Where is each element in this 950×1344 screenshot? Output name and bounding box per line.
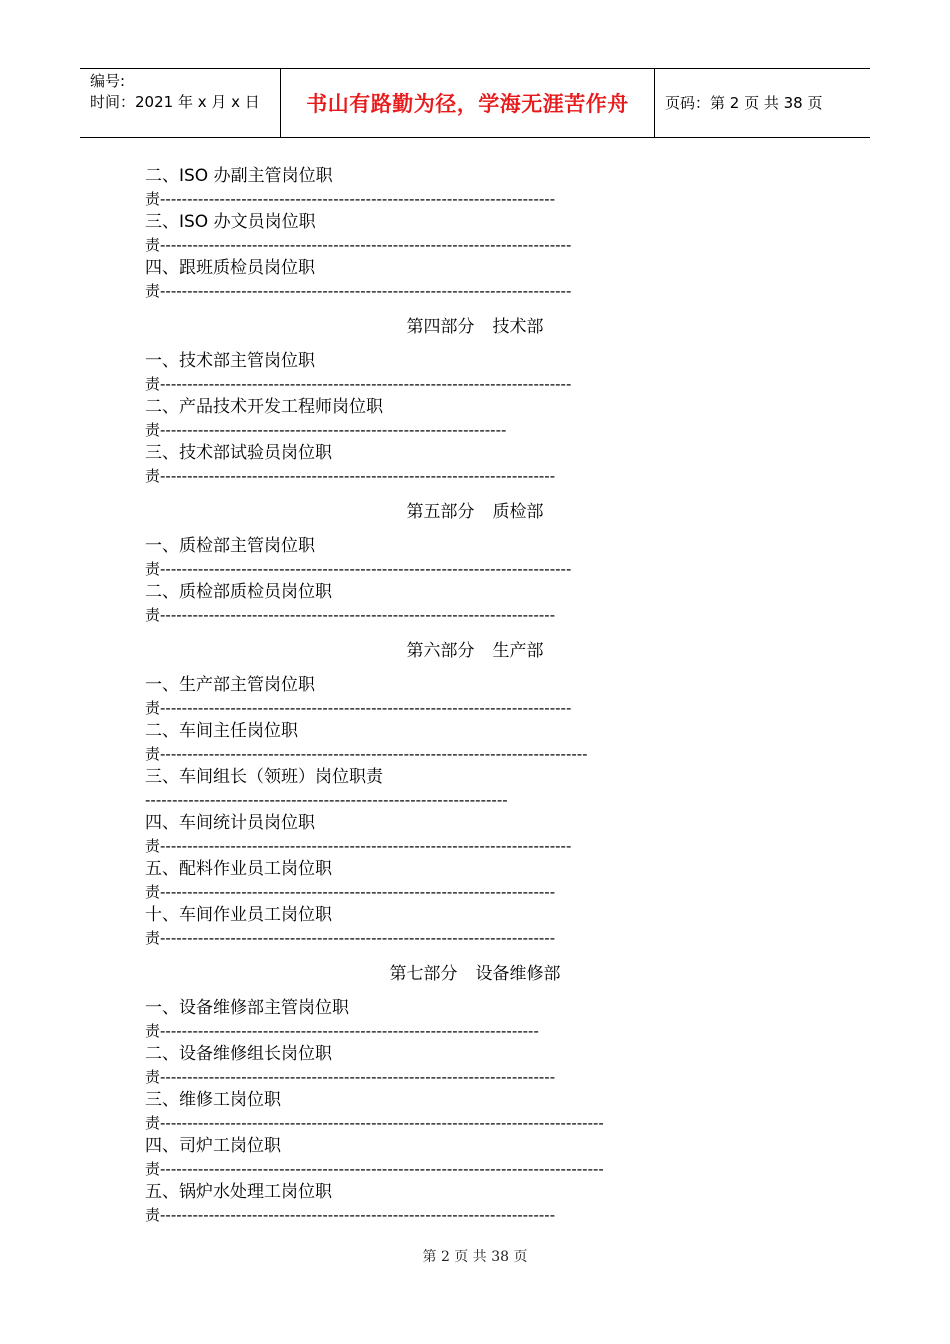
toc-entry[interactable] — [145, 673, 785, 719]
toc-entry-leader: 责---------------------------------------------------------------------------------- — [145, 1114, 604, 1132]
header-motto: 书山有路勤为径，学海无涯苦作舟 — [306, 92, 629, 116]
toc-entry-title: 二、车间主任岗位职 — [145, 721, 298, 741]
section-name: 技术部 — [492, 317, 544, 337]
toc-entry[interactable] — [145, 534, 785, 580]
toc-entry-title: 一、技术部主管岗位职 — [145, 351, 315, 371]
section-number: 第七部分 — [389, 964, 458, 984]
page-footer: 第 2 页 共 38 页 — [422, 1249, 528, 1265]
toc-entry[interactable] — [145, 903, 785, 949]
toc-entry[interactable] — [145, 395, 785, 441]
toc-entry-title: 一、生产部主管岗位职 — [145, 675, 315, 695]
toc-entry[interactable] — [145, 1180, 785, 1226]
toc-entry-title: 三、维修工岗位职 — [145, 1090, 281, 1110]
toc-entry[interactable] — [145, 811, 785, 857]
toc-entry-leader: 责---------------------------------------------------------------------------- — [145, 282, 572, 300]
toc-entry-leader: ------------------------------------------------------------------- — [145, 791, 508, 809]
toc-entry-title: 四、跟班质检员岗位职 — [145, 258, 315, 278]
section-number: 第四部分 — [406, 317, 475, 337]
toc-entry[interactable] — [145, 765, 785, 811]
toc-entry[interactable] — [145, 857, 785, 903]
toc-entry-title: 五、配料作业员工岗位职 — [145, 859, 332, 879]
toc-entry-title: 二、质检部质检员岗位职 — [145, 582, 332, 602]
toc-entry[interactable] — [145, 210, 785, 256]
section-heading — [145, 639, 805, 664]
toc-entry-leader: 责------------------------------------------------------------------------- — [145, 467, 556, 485]
toc-entry-title: 三、ISO 办文员岗位职 — [145, 212, 316, 232]
code-label: 编号: — [90, 72, 126, 90]
header-divider-right — [654, 69, 655, 137]
page-header — [80, 68, 870, 138]
section-heading — [145, 315, 805, 340]
toc-entry-leader: 责------------------------------------------------------------------------------- — [145, 745, 588, 763]
toc-entry-leader: 责------------------------------------------------------------------------- — [145, 883, 556, 901]
toc-entry[interactable] — [145, 1134, 785, 1180]
toc-entry-title: 二、ISO 办副主管岗位职 — [145, 166, 333, 186]
toc-entry-leader: 责---------------------------------------------------------------------- — [145, 1022, 539, 1040]
toc-entry[interactable] — [145, 719, 785, 765]
section-number: 第五部分 — [406, 502, 475, 522]
table-of-contents — [145, 164, 785, 1226]
toc-entry[interactable] — [145, 1088, 785, 1134]
toc-entry-leader: 责---------------------------------------------------------------- — [145, 421, 507, 439]
toc-entry-title: 三、车间组长（领班）岗位职责 — [145, 767, 383, 787]
toc-entry[interactable] — [145, 349, 785, 395]
toc-entry[interactable] — [145, 996, 785, 1042]
time-text: 时间：2021 年 x 月 x 日 — [90, 93, 260, 111]
section-name: 设备维修部 — [475, 964, 561, 984]
toc-entry-title: 三、技术部试验员岗位职 — [145, 443, 332, 463]
toc-entry-leader: 责------------------------------------------------------------------------- — [145, 190, 556, 208]
toc-entry[interactable] — [145, 441, 785, 487]
toc-entry-leader: 责---------------------------------------------------------------------------- — [145, 699, 572, 717]
toc-entry-leader: 责---------------------------------------------------------------------------- — [145, 375, 572, 393]
toc-entry-title: 一、质检部主管岗位职 — [145, 536, 315, 556]
section-name: 生产部 — [492, 641, 544, 661]
toc-entry[interactable] — [145, 256, 785, 302]
toc-entry-leader: 责---------------------------------------------------------------------------- — [145, 236, 572, 254]
toc-entry-leader: 责------------------------------------------------------------------------- — [145, 1206, 556, 1224]
toc-entry-title: 十、车间作业员工岗位职 — [145, 905, 332, 925]
header-meta — [90, 71, 260, 113]
toc-entry-title: 四、车间统计员岗位职 — [145, 813, 315, 833]
toc-entry-title: 五、锅炉水处理工岗位职 — [145, 1182, 332, 1202]
toc-entry-title: 四、司炉工岗位职 — [145, 1136, 281, 1156]
header-page-info: 页码：第 2 页 共 38 页 — [665, 94, 823, 112]
toc-entry-leader: 责---------------------------------------------------------------------------- — [145, 560, 572, 578]
toc-entry-title: 二、产品技术开发工程师岗位职 — [145, 397, 383, 417]
toc-entry-leader: 责------------------------------------------------------------------------- — [145, 1068, 556, 1086]
section-heading — [145, 962, 805, 987]
toc-entry[interactable] — [145, 580, 785, 626]
toc-entry-leader: 责---------------------------------------------------------------------------- — [145, 837, 572, 855]
toc-entry-title: 一、设备维修部主管岗位职 — [145, 998, 349, 1018]
toc-entry-leader: 责---------------------------------------------------------------------------------- — [145, 1160, 604, 1178]
toc-entry[interactable] — [145, 1042, 785, 1088]
toc-entry[interactable] — [145, 164, 785, 210]
section-number: 第六部分 — [406, 641, 475, 661]
toc-entry-title: 二、设备维修组长岗位职 — [145, 1044, 332, 1064]
toc-entry-leader: 责------------------------------------------------------------------------- — [145, 929, 556, 947]
section-heading — [145, 500, 805, 525]
section-name: 质检部 — [492, 502, 544, 522]
toc-entry-leader: 责------------------------------------------------------------------------- — [145, 606, 556, 624]
